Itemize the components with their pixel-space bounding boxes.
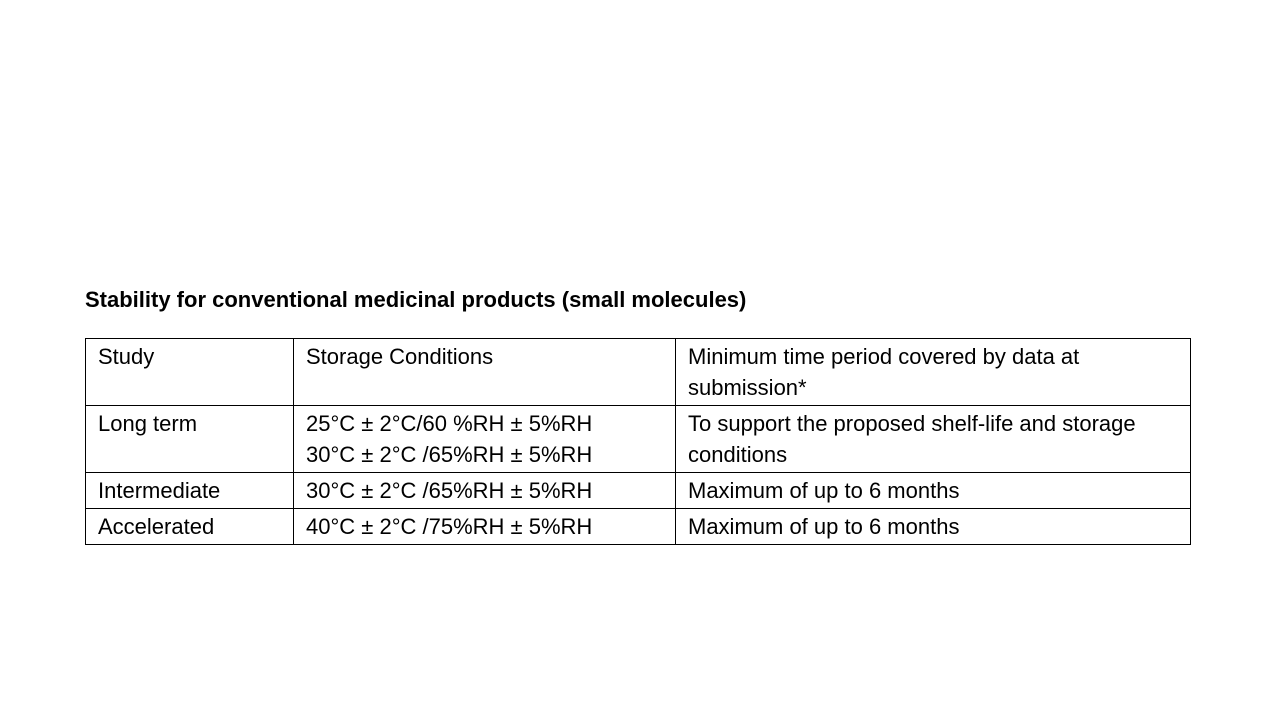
header-study: Study [86,339,294,406]
table-header-row [86,339,1191,406]
cell-storage-conditions [294,509,676,545]
table-row-long-term [86,406,1191,473]
cell-time-period: Maximum of up to 6 months [676,473,1191,509]
table-heading: Stability for conventional medicinal products (small molecules) [85,287,747,312]
cell-time-period: To support the proposed shelf-life and storage conditions [676,406,1191,473]
condition-line: 40°C ± 2°C /75%RH ± 5%RH [306,514,593,539]
header-minimum-time-period: Minimum time period covered by data at submission* [676,339,1191,406]
cell-study: Accelerated [86,509,294,545]
condition-line: 30°C ± 2°C /65%RH ± 5%RH [306,478,593,503]
table-row-intermediate [86,473,1191,509]
header-storage-conditions: Storage Conditions [294,339,676,406]
condition-line: 30°C ± 2°C /65%RH ± 5%RH [306,442,593,467]
stability-table [85,338,1191,545]
cell-storage-conditions [294,473,676,509]
cell-time-period: Maximum of up to 6 months [676,509,1191,545]
table-row-accelerated [86,509,1191,545]
cell-study: Long term [86,406,294,473]
cell-storage-conditions [294,406,676,473]
condition-line: 25°C ± 2°C/60 %RH ± 5%RH [306,411,593,436]
cell-study: Intermediate [86,473,294,509]
